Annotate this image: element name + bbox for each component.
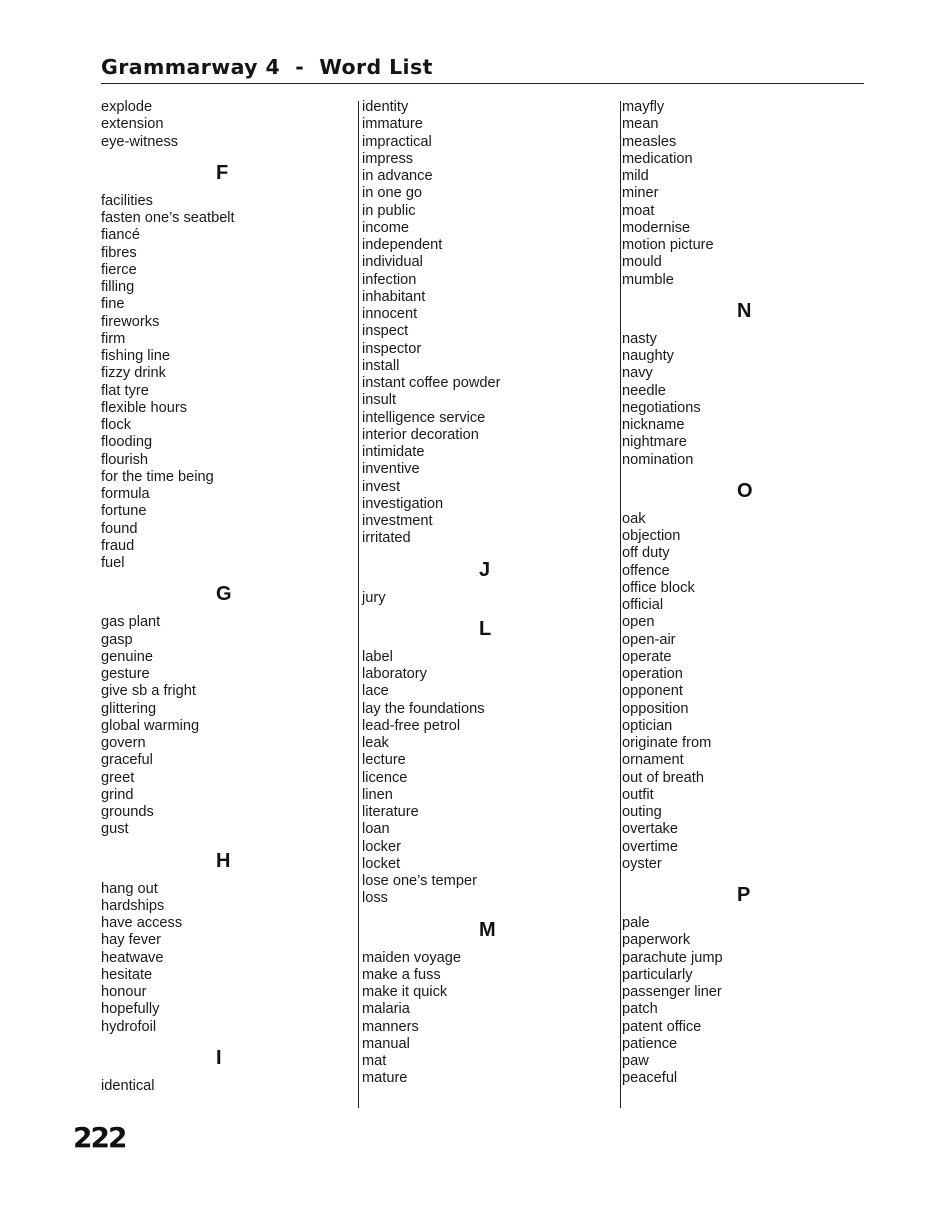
- word-entry: give sb a fright: [101, 683, 196, 700]
- word-entry: graceful: [101, 752, 153, 769]
- section-letter-heading: P: [737, 884, 751, 906]
- word-entry: fierce: [101, 261, 137, 278]
- word-entry: licence: [362, 769, 408, 786]
- word-entry: hay fever: [101, 932, 162, 949]
- word-entry: gust: [101, 821, 129, 838]
- word-entry: identity: [362, 99, 409, 115]
- column-divider-right: [620, 101, 621, 1108]
- word-entry: fortune: [101, 503, 147, 520]
- word-entry: moat: [622, 202, 655, 219]
- word-entry: lose one’s temper: [362, 873, 477, 889]
- word-entry: lead-free petrol: [362, 717, 461, 734]
- word-entry: outing: [622, 804, 662, 820]
- word-entry: fizzy drink: [101, 365, 166, 382]
- word-entry: fishing line: [101, 348, 170, 364]
- word-entry: mat: [362, 1053, 387, 1069]
- word-entry: for the time being: [101, 468, 214, 485]
- word-entry: investigation: [362, 495, 444, 512]
- word-entry: fireworks: [101, 313, 160, 330]
- word-entry: lay the foundations: [362, 700, 485, 717]
- word-entry: loan: [362, 821, 390, 838]
- section-letter-heading: I: [216, 1046, 222, 1069]
- word-entry: gasp: [101, 631, 133, 648]
- word-entry: lace: [362, 683, 389, 700]
- word-entry: mould: [622, 254, 662, 271]
- word-entry: lecture: [362, 752, 406, 769]
- word-entry: gas plant: [101, 614, 161, 631]
- word-entry: medication: [622, 150, 693, 167]
- word-entry: genuine: [101, 648, 153, 665]
- word-entry: needle: [622, 382, 666, 399]
- word-entry: laboratory: [362, 666, 427, 682]
- word-entry: install: [362, 357, 400, 374]
- word-entry: make a fuss: [362, 966, 441, 983]
- section-letter-heading: G: [216, 583, 232, 606]
- word-entry: ornament: [622, 752, 684, 769]
- word-entry: objection: [622, 528, 681, 544]
- word-entry: independent: [362, 237, 443, 253]
- word-entry: out of breath: [622, 769, 704, 786]
- word-entry: immature: [362, 116, 423, 133]
- word-entry: optician: [622, 717, 673, 734]
- word-entry: paw: [622, 1053, 649, 1069]
- word-entry: mature: [362, 1070, 408, 1087]
- word-entry: found: [101, 520, 138, 537]
- word-column-3: [622, 99, 872, 1088]
- word-entry: formula: [101, 486, 150, 502]
- section-letter-heading: N: [737, 299, 752, 322]
- word-entry: paperwork: [622, 932, 691, 949]
- word-entry: oyster: [622, 855, 662, 872]
- word-entry: flourish: [101, 451, 149, 468]
- word-entry: inventive: [362, 461, 420, 478]
- word-entry: nomination: [622, 451, 694, 468]
- section-letter-heading: F: [216, 161, 229, 184]
- word-entry: instant coffee powder: [362, 375, 501, 391]
- section-letter-heading: O: [737, 479, 753, 502]
- word-entry: inspector: [362, 340, 422, 357]
- word-entry: income: [362, 219, 410, 236]
- word-entry: hopefully: [101, 1001, 160, 1018]
- word-entry: nickname: [622, 417, 685, 433]
- word-entry: originate from: [622, 735, 712, 751]
- word-entry: invest: [362, 478, 401, 495]
- word-entry: glittering: [101, 700, 157, 717]
- word-entry: inspect: [362, 323, 409, 340]
- word-entry: facilities: [101, 192, 153, 209]
- section-letter-heading: H: [216, 849, 231, 872]
- word-entry: negotiations: [622, 399, 701, 416]
- word-entry: jury: [362, 589, 386, 606]
- word-column-2: [362, 99, 612, 1088]
- word-entry: eye-witness: [101, 133, 179, 150]
- word-entry: outfit: [622, 786, 654, 803]
- word-entry: nightmare: [622, 434, 687, 451]
- word-entry: patch: [622, 1001, 658, 1018]
- word-entry: operation: [622, 666, 683, 682]
- page-number: 222: [73, 1121, 126, 1154]
- word-entry: manual: [362, 1035, 410, 1052]
- word-entry: motion picture: [622, 237, 714, 253]
- word-entry: patent office: [622, 1018, 702, 1035]
- word-entry: fibres: [101, 244, 137, 261]
- column-divider-left: [358, 101, 359, 1108]
- word-entry: opposition: [622, 700, 689, 717]
- word-entry: in advance: [362, 168, 433, 184]
- word-entry: office block: [622, 579, 695, 596]
- word-entry: flat tyre: [101, 382, 149, 399]
- word-entry: make it quick: [362, 984, 448, 1000]
- word-entry: maiden voyage: [362, 949, 461, 966]
- page-header: [101, 55, 864, 84]
- word-entry: linen: [362, 786, 393, 803]
- word-entry: in public: [362, 202, 416, 219]
- section-letter-heading: L: [479, 617, 492, 640]
- word-entry: overtime: [622, 838, 678, 855]
- word-entry: hesitate: [101, 966, 153, 983]
- word-entry: individual: [362, 254, 423, 271]
- page-title: Grammarway 4 - Word List: [101, 55, 433, 79]
- word-entry: flexible hours: [101, 399, 187, 416]
- word-entry: intimidate: [362, 444, 425, 460]
- word-entry: modernise: [622, 219, 691, 236]
- word-entry: fasten one’s seatbelt: [101, 210, 235, 226]
- word-entry: have access: [101, 915, 183, 931]
- word-entry: literature: [362, 804, 419, 820]
- word-entry: official: [622, 597, 664, 613]
- word-entry: naughty: [622, 348, 674, 364]
- word-entry: locker: [362, 838, 401, 855]
- word-entry: leak: [362, 735, 389, 751]
- word-entry: insult: [362, 392, 397, 409]
- word-entry: operate: [622, 648, 672, 665]
- word-entry: investment: [362, 513, 433, 529]
- word-entry: impractical: [362, 133, 432, 150]
- word-entry: inhabitant: [362, 288, 426, 305]
- word-entry: heatwave: [101, 949, 164, 966]
- word-entry: hydrofoil: [101, 1018, 157, 1035]
- word-entry: peaceful: [622, 1070, 678, 1087]
- word-entry: mean: [622, 116, 659, 133]
- word-entry: flock: [101, 417, 132, 433]
- word-entry: irritated: [362, 530, 411, 547]
- word-entry: mumble: [622, 271, 674, 288]
- word-entry: oak: [622, 510, 646, 527]
- word-entry: passenger liner: [622, 984, 722, 1000]
- word-entry: fuel: [101, 555, 125, 571]
- word-entry: gesture: [101, 666, 150, 682]
- word-entry: hang out: [101, 880, 158, 897]
- word-entry: off duty: [622, 545, 670, 562]
- word-entry: miner: [622, 185, 659, 202]
- word-entry: malaria: [362, 1001, 410, 1018]
- word-entry: parachute jump: [622, 949, 723, 966]
- word-entry: govern: [101, 735, 146, 751]
- word-entry: identical: [101, 1077, 155, 1094]
- word-entry: innocent: [362, 306, 418, 322]
- word-entry: navy: [622, 365, 653, 382]
- word-entry: infection: [362, 271, 417, 288]
- word-entry: grind: [101, 786, 134, 803]
- word-entry: fraud: [101, 537, 135, 554]
- word-entry: grounds: [101, 804, 154, 820]
- word-entry: loss: [362, 890, 388, 907]
- word-entry: pale: [622, 915, 650, 931]
- word-entry: in one go: [362, 185, 423, 202]
- word-column-1: [101, 99, 351, 1095]
- word-entry: manners: [362, 1018, 419, 1035]
- word-entry: label: [362, 648, 393, 665]
- word-entry: mayfly: [622, 99, 665, 115]
- word-entry: flooding: [101, 434, 153, 451]
- word-entry: locket: [362, 855, 401, 872]
- word-entry: open-air: [622, 631, 676, 648]
- word-entry: explode: [101, 99, 153, 115]
- word-entry: interior decoration: [362, 426, 479, 443]
- word-entry: fine: [101, 296, 125, 313]
- word-entry: intelligence service: [362, 409, 486, 426]
- word-entry: offence: [622, 562, 670, 579]
- word-entry: greet: [101, 769, 135, 786]
- word-entry: overtake: [622, 821, 678, 838]
- word-entry: extension: [101, 116, 164, 133]
- word-entry: particularly: [622, 966, 693, 983]
- word-entry: measles: [622, 133, 677, 150]
- word-entry: global warming: [101, 717, 200, 734]
- word-entry: honour: [101, 984, 147, 1000]
- word-entry: firm: [101, 330, 126, 347]
- word-entry: mild: [622, 168, 649, 184]
- word-entry: hardships: [101, 897, 165, 914]
- word-entry: impress: [362, 150, 414, 167]
- word-entry: patience: [622, 1035, 678, 1052]
- section-letter-heading: J: [479, 558, 491, 581]
- word-entry: opponent: [622, 683, 683, 700]
- word-entry: nasty: [622, 330, 657, 347]
- word-entry: filling: [101, 279, 135, 295]
- word-entry: fiancé: [101, 227, 140, 244]
- section-letter-heading: M: [479, 918, 496, 941]
- word-entry: open: [622, 614, 655, 631]
